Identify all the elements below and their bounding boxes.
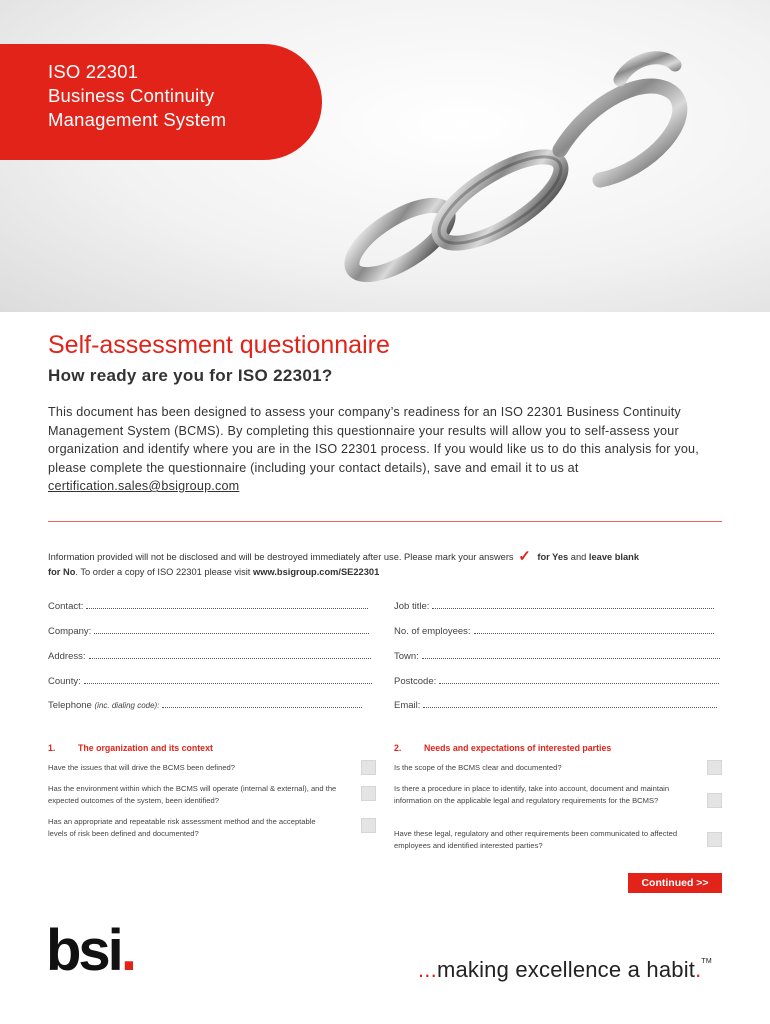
- telephone-label: Telephone: [48, 700, 92, 711]
- email-label: Email:: [394, 700, 421, 711]
- section-2-heading: [394, 743, 611, 753]
- bsi-logo: [46, 918, 134, 983]
- hero-line-3: Management System: [48, 109, 227, 130]
- hero-line-1: ISO 22301: [48, 61, 139, 82]
- s2-q1-checkbox[interactable]: [707, 760, 722, 775]
- postcode-field[interactable]: [394, 676, 724, 687]
- employees-field[interactable]: [394, 626, 724, 637]
- s2-q2-checkbox[interactable]: [707, 793, 722, 808]
- telephone-note: (inc. dialing code):: [94, 701, 160, 710]
- s1-question-2: Has the environment within which the BCMS will operate (internal & external), and the expected outcomes of the system, been identified?: [48, 784, 337, 805]
- s1-question-1: Have the issues that will drive the BCMS been defined?: [48, 763, 235, 772]
- s1-question-3: Has an appropriate and repeatable risk assessment method and the acceptable levels of risk been defined and documented?: [48, 817, 316, 838]
- s1-q1-checkbox[interactable]: [361, 760, 376, 775]
- job-title-field[interactable]: [394, 601, 724, 612]
- s2-q3-checkbox[interactable]: [707, 832, 722, 847]
- contact-label: Contact:: [48, 601, 84, 612]
- note-order-text: . To order a copy of ISO 22301 please visit: [75, 567, 251, 577]
- intro-text: This document has been designed to assess your company’s readiness for an ISO 22301 Business Continuity Management System (BCMS). By completing this questionnaire your results will allow you to self-assess your organization and identify where you are in the ISO 22301 process. If you would like us to do this analysis for you, please complete the questionnaire (including your contact details), save and email it to us at: [48, 405, 699, 475]
- section-1-heading: [48, 743, 213, 753]
- broken-chain-image: [330, 40, 710, 300]
- hero-banner: [0, 0, 770, 312]
- s2-question-1: Is the scope of the BCMS clear and documented?: [394, 763, 562, 772]
- privacy-note: [48, 549, 738, 580]
- section-2-title: Needs and expectations of interested parties: [424, 743, 612, 753]
- page-subtitle: How ready are you for ISO 22301?: [48, 366, 333, 385]
- s1-q3-checkbox[interactable]: [361, 818, 376, 833]
- order-url: www.bsigroup.com/SE22301: [253, 567, 380, 577]
- tagline-text: making excellence a habit: [436, 957, 696, 982]
- telephone-field[interactable]: [48, 700, 378, 711]
- continued-button[interactable]: Continued >>: [628, 873, 722, 893]
- company-label: Company:: [48, 626, 92, 637]
- trademark-mark: TM: [701, 958, 712, 965]
- postcode-label: Postcode:: [394, 676, 437, 687]
- employees-label: No. of employees:: [394, 626, 471, 637]
- section-1-number: 1.: [48, 743, 56, 753]
- logo-text: bsi: [46, 918, 121, 983]
- county-field[interactable]: [48, 676, 378, 687]
- intro-paragraph: [48, 403, 728, 496]
- county-label: County:: [48, 676, 81, 687]
- note-for-yes: for Yes: [537, 552, 569, 562]
- address-label: Address:: [48, 651, 86, 662]
- tagline-period: .: [695, 957, 702, 982]
- note-and: and: [570, 552, 587, 562]
- hero-line-2: Business Continuity: [48, 85, 215, 106]
- page-title: Self-assessment questionnaire: [48, 331, 390, 359]
- address-field[interactable]: [48, 651, 378, 662]
- company-field[interactable]: [48, 626, 378, 637]
- hero-title-tab: [0, 44, 322, 160]
- tagline: [418, 957, 712, 983]
- email-field[interactable]: [394, 700, 724, 711]
- section-2-number: 2.: [394, 743, 402, 753]
- logo-dot: .: [120, 918, 134, 983]
- section-divider: [48, 521, 722, 522]
- tagline-ellipsis: ...: [418, 957, 437, 982]
- s2-question-2: Is there a procedure in place to identify, take into account, document and maintain information on the applicable legal and regulatory requirements for the BCMS?: [394, 784, 670, 805]
- email-link[interactable]: certification.sales@bsigroup.com: [48, 479, 240, 493]
- note-text: Information provided will not be disclosed and will be destroyed immediately after use. Please mark your answers: [48, 552, 514, 562]
- s1-q2-checkbox[interactable]: [361, 786, 376, 801]
- job-title-label: Job title:: [394, 601, 430, 612]
- town-field[interactable]: [394, 651, 724, 662]
- note-for-no: for No: [48, 567, 76, 577]
- section-1-title: The organization and its context: [78, 743, 213, 753]
- s2-question-3: Have these legal, regulatory and other requirements been communicated to affected employees and identified interested parties?: [394, 829, 678, 850]
- checkmark-icon: ✓: [518, 548, 531, 565]
- note-leave-blank: leave blank: [588, 552, 640, 562]
- town-label: Town:: [394, 651, 419, 662]
- contact-field[interactable]: [48, 601, 378, 612]
